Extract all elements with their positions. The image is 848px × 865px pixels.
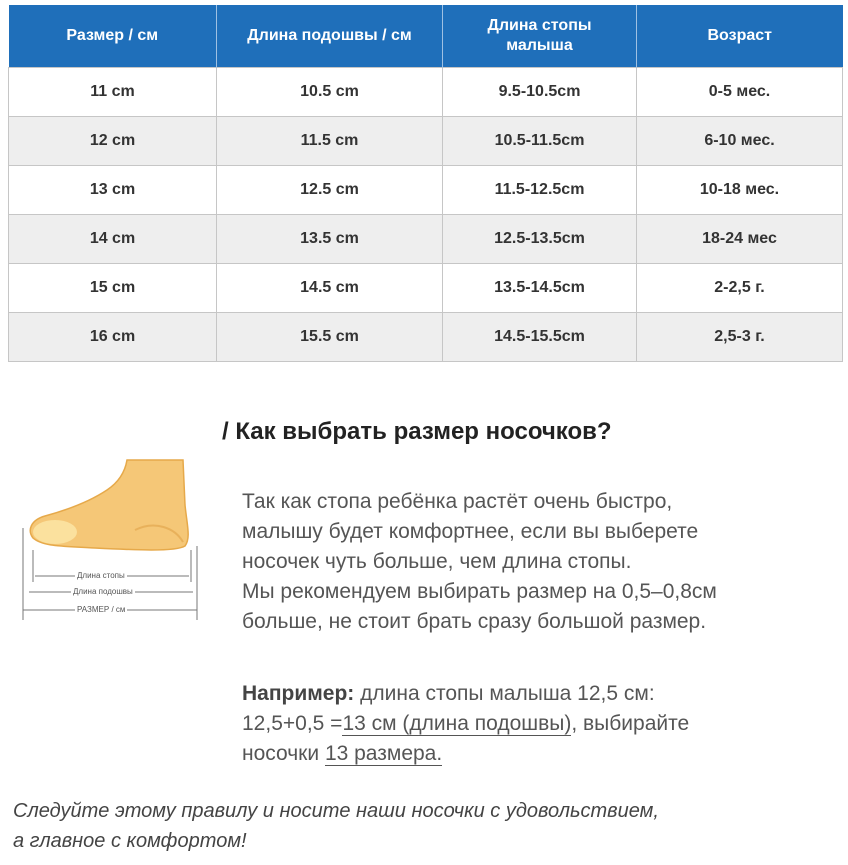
example-line-2: [242, 709, 842, 739]
cell-age: 2-2,5 г.: [637, 264, 843, 313]
cell-foot-length: 14.5-15.5cm: [443, 313, 637, 362]
header-size: [9, 5, 217, 68]
footer-note: [13, 796, 843, 856]
example-line3-start: носочки: [242, 742, 325, 765]
example-line2-start: 12,5+0,5 =: [242, 712, 343, 735]
cell-sole-length: 14.5 cm: [217, 264, 443, 313]
cell-size: 11 cm: [9, 68, 217, 117]
guide-heading: / Как выбрать размер носочков?: [222, 418, 612, 445]
cell-sole-length: 15.5 cm: [217, 313, 443, 362]
guide-paragraph: [242, 487, 842, 637]
cell-foot-length: 10.5-11.5cm: [443, 117, 637, 166]
paragraph-line: малышу будет комфортнее, если вы выберете: [242, 520, 699, 543]
header-foot-length-line2: малыша: [506, 37, 573, 54]
foot-icon: [15, 450, 205, 630]
cell-foot-length: 11.5-12.5cm: [443, 166, 637, 215]
table-row: [9, 313, 843, 362]
cell-foot-length: 9.5-10.5cm: [443, 68, 637, 117]
size-table: [8, 5, 843, 362]
header-age: [637, 5, 843, 68]
paragraph-line: носочек чуть больше, чем длина стопы.: [242, 550, 632, 573]
table-row: [9, 166, 843, 215]
cell-sole-length: 11.5 cm: [217, 117, 443, 166]
example-block: [242, 679, 842, 769]
table-header-row: [9, 5, 843, 68]
footer-line-1: Следуйте этому правилу и носите наши носочки с удовольствием,: [13, 800, 659, 822]
example-lead: Например:: [242, 682, 355, 705]
example-line2-end: , выбирайте: [571, 712, 690, 735]
cell-size: 12 cm: [9, 117, 217, 166]
sole-length-label: Длина подошвы: [73, 587, 133, 596]
example-line-3: [242, 739, 842, 769]
foot-measurement-diagram: [15, 450, 205, 630]
table-row: [9, 117, 843, 166]
size-label: РАЗМЕР / см: [77, 605, 126, 614]
cell-size: 16 cm: [9, 313, 217, 362]
cell-foot-length: 12.5-13.5cm: [443, 215, 637, 264]
example-line2-underlined: 13 см (длина подошвы): [342, 712, 572, 735]
cell-size: 13 cm: [9, 166, 217, 215]
cell-foot-length: 13.5-14.5cm: [443, 264, 637, 313]
cell-sole-length: 10.5 cm: [217, 68, 443, 117]
paragraph-line: больше, не стоит брать сразу большой размер.: [242, 610, 707, 633]
header-foot-length: [443, 5, 637, 68]
header-size-text: Размер / см: [66, 27, 159, 44]
cell-age: 6-10 мес.: [637, 117, 843, 166]
table-row: [9, 215, 843, 264]
cell-age: 10-18 мес.: [637, 166, 843, 215]
cell-age: 2,5-3 г.: [637, 313, 843, 362]
paragraph-line: Мы рекомендуем выбирать размер на 0,5–0,8см: [242, 580, 717, 603]
table-row: [9, 264, 843, 313]
cell-age: 18-24 мес: [637, 215, 843, 264]
example-line-1: [242, 679, 842, 709]
example-line1-text: длина стопы малыша 12,5 см:: [354, 682, 655, 705]
cell-sole-length: 12.5 cm: [217, 166, 443, 215]
paragraph-line: Так как стопа ребёнка растёт очень быстро,: [242, 490, 673, 513]
cell-age: 0-5 мес.: [637, 68, 843, 117]
foot-length-label: Длина стопы: [77, 571, 125, 580]
header-sole-length-text: Длина подошвы / см: [247, 27, 412, 44]
cell-size: 15 cm: [9, 264, 217, 313]
example-line3-underlined: 13 размера.: [324, 742, 443, 765]
header-sole-length: [217, 5, 443, 68]
footer-line-2: а главное с комфортом!: [13, 830, 247, 852]
cell-sole-length: 13.5 cm: [217, 215, 443, 264]
header-foot-length-line1: Длина стопы: [487, 17, 592, 34]
cell-size: 14 cm: [9, 215, 217, 264]
header-age-text: Возраст: [707, 27, 772, 44]
table-row: [9, 68, 843, 117]
